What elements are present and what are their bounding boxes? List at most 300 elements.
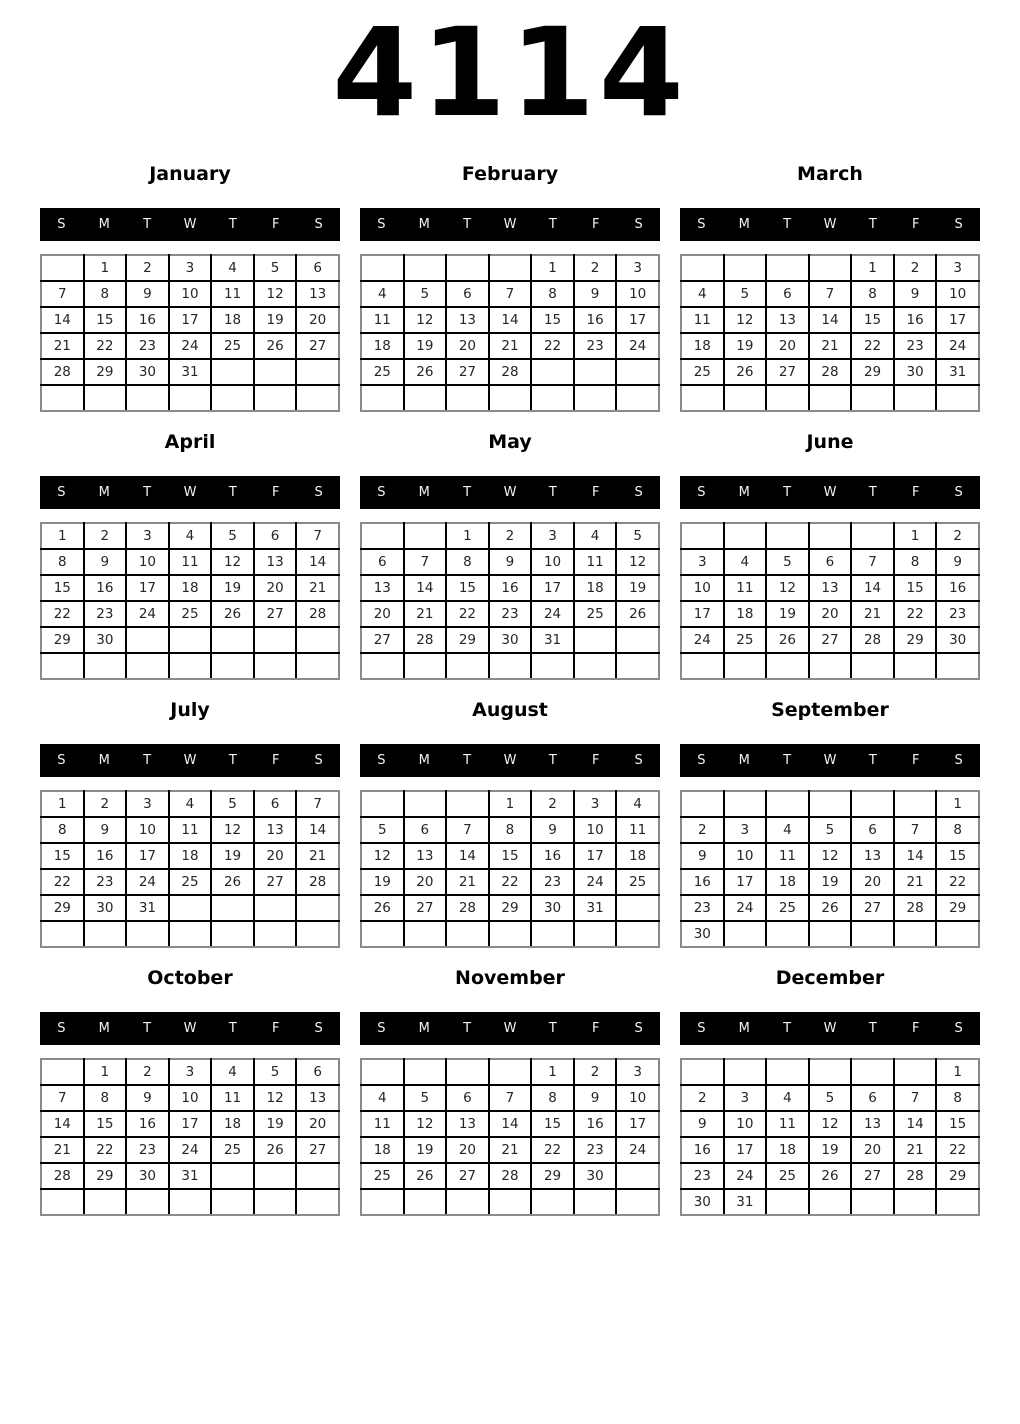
day-cell: 13 xyxy=(851,843,894,869)
day-cell: 6 xyxy=(254,791,297,817)
day-cell xyxy=(616,385,659,411)
weekday-label: T xyxy=(868,753,877,768)
month-day-grid xyxy=(40,1058,340,1216)
week-row xyxy=(361,921,659,947)
day-cell: 1 xyxy=(41,791,84,817)
week-row xyxy=(41,601,339,627)
week-row xyxy=(681,1189,979,1215)
day-cell xyxy=(404,791,447,817)
month-july xyxy=(40,696,340,948)
week-row xyxy=(41,359,339,385)
week-row xyxy=(41,1189,339,1215)
day-cell xyxy=(41,1059,84,1085)
week-row xyxy=(361,843,659,869)
day-cell: 12 xyxy=(404,307,447,333)
day-cell: 16 xyxy=(681,1137,724,1163)
day-cell xyxy=(361,653,404,679)
day-cell xyxy=(766,791,809,817)
day-cell: 2 xyxy=(574,1059,617,1085)
weekday-label: T xyxy=(548,1021,557,1036)
day-cell: 7 xyxy=(851,549,894,575)
day-cell: 15 xyxy=(446,575,489,601)
day-cell xyxy=(809,1189,852,1215)
day-cell xyxy=(361,523,404,549)
day-cell: 17 xyxy=(126,843,169,869)
day-cell: 23 xyxy=(574,1137,617,1163)
day-cell: 2 xyxy=(126,1059,169,1085)
day-cell: 11 xyxy=(361,1111,404,1137)
week-row xyxy=(361,1085,659,1111)
day-cell xyxy=(809,385,852,411)
day-cell xyxy=(361,921,404,947)
weekday-label: T xyxy=(463,485,472,500)
day-cell xyxy=(211,895,254,921)
day-cell: 24 xyxy=(126,601,169,627)
day-cell: 19 xyxy=(254,1111,297,1137)
day-cell xyxy=(894,653,937,679)
day-cell xyxy=(766,523,809,549)
weekday-label: W xyxy=(503,485,517,500)
weekday-label: F xyxy=(911,485,920,500)
day-cell: 7 xyxy=(809,281,852,307)
day-cell xyxy=(126,653,169,679)
day-cell: 8 xyxy=(41,549,84,575)
day-cell: 17 xyxy=(616,307,659,333)
day-cell: 4 xyxy=(574,523,617,549)
day-cell: 17 xyxy=(574,843,617,869)
day-cell xyxy=(489,653,532,679)
weekday-header-row xyxy=(360,208,660,241)
day-cell xyxy=(616,895,659,921)
day-cell: 17 xyxy=(126,575,169,601)
day-cell: 16 xyxy=(574,307,617,333)
day-cell xyxy=(404,255,447,281)
day-cell: 8 xyxy=(489,817,532,843)
day-cell: 11 xyxy=(361,307,404,333)
day-cell: 9 xyxy=(489,549,532,575)
day-cell: 26 xyxy=(254,1137,297,1163)
day-cell: 21 xyxy=(894,869,937,895)
day-cell: 19 xyxy=(211,843,254,869)
day-cell: 31 xyxy=(531,627,574,653)
day-cell: 3 xyxy=(616,255,659,281)
week-row xyxy=(41,921,339,947)
month-day-grid xyxy=(40,790,340,948)
day-cell: 30 xyxy=(84,627,127,653)
day-cell xyxy=(531,385,574,411)
month-day-grid-body xyxy=(681,1059,979,1215)
day-cell: 10 xyxy=(681,575,724,601)
day-cell: 10 xyxy=(616,1085,659,1111)
day-cell: 2 xyxy=(894,255,937,281)
day-cell xyxy=(169,895,212,921)
day-cell: 24 xyxy=(724,895,767,921)
day-cell: 28 xyxy=(404,627,447,653)
week-row xyxy=(361,359,659,385)
weekday-label: F xyxy=(271,1021,280,1036)
day-cell xyxy=(211,1189,254,1215)
day-cell: 28 xyxy=(851,627,894,653)
week-row xyxy=(41,843,339,869)
day-cell: 27 xyxy=(446,359,489,385)
month-day-grid xyxy=(680,790,980,948)
day-cell: 4 xyxy=(766,1085,809,1111)
day-cell: 28 xyxy=(446,895,489,921)
weekday-label: T xyxy=(228,217,237,232)
day-cell: 19 xyxy=(766,601,809,627)
day-cell: 4 xyxy=(211,1059,254,1085)
day-cell xyxy=(404,1059,447,1085)
week-row xyxy=(681,333,979,359)
day-cell: 31 xyxy=(574,895,617,921)
weekday-label: F xyxy=(591,1021,600,1036)
day-cell: 15 xyxy=(894,575,937,601)
day-cell: 4 xyxy=(169,523,212,549)
day-cell xyxy=(169,921,212,947)
day-cell xyxy=(681,791,724,817)
day-cell: 1 xyxy=(41,523,84,549)
day-cell: 27 xyxy=(404,895,447,921)
week-row xyxy=(681,385,979,411)
day-cell: 30 xyxy=(681,1189,724,1215)
day-cell xyxy=(489,255,532,281)
day-cell: 8 xyxy=(936,817,979,843)
day-cell: 2 xyxy=(489,523,532,549)
day-cell: 14 xyxy=(296,549,339,575)
month-day-grid-body xyxy=(361,791,659,947)
day-cell: 2 xyxy=(84,791,127,817)
day-cell: 15 xyxy=(531,307,574,333)
day-cell: 12 xyxy=(254,281,297,307)
day-cell: 30 xyxy=(84,895,127,921)
day-cell: 21 xyxy=(41,1137,84,1163)
weekday-header-row xyxy=(40,476,340,509)
day-cell xyxy=(254,1189,297,1215)
day-cell: 3 xyxy=(724,1085,767,1111)
day-cell: 28 xyxy=(809,359,852,385)
day-cell xyxy=(936,1189,979,1215)
day-cell: 22 xyxy=(531,333,574,359)
day-cell: 11 xyxy=(211,1085,254,1111)
month-day-grid xyxy=(360,790,660,948)
day-cell: 14 xyxy=(489,1111,532,1137)
weekday-header-row xyxy=(680,208,980,241)
day-cell: 30 xyxy=(574,1163,617,1189)
day-cell xyxy=(851,791,894,817)
month-day-grid xyxy=(680,254,980,412)
day-cell xyxy=(211,627,254,653)
day-cell: 16 xyxy=(574,1111,617,1137)
day-cell xyxy=(574,385,617,411)
day-cell: 26 xyxy=(404,359,447,385)
day-cell: 28 xyxy=(296,869,339,895)
day-cell: 29 xyxy=(531,1163,574,1189)
week-row xyxy=(361,1059,659,1085)
day-cell xyxy=(296,359,339,385)
weekday-label: F xyxy=(271,753,280,768)
month-october xyxy=(40,964,340,1216)
day-cell: 15 xyxy=(41,575,84,601)
weekday-label: T xyxy=(143,217,152,232)
day-cell: 12 xyxy=(766,575,809,601)
day-cell xyxy=(531,921,574,947)
month-january xyxy=(40,160,340,412)
day-cell xyxy=(361,1059,404,1085)
day-cell xyxy=(211,921,254,947)
day-cell: 5 xyxy=(766,549,809,575)
weekday-header-row xyxy=(680,1012,980,1045)
week-row xyxy=(361,1189,659,1215)
day-cell: 26 xyxy=(766,627,809,653)
day-cell: 24 xyxy=(531,601,574,627)
day-cell xyxy=(936,385,979,411)
day-cell: 17 xyxy=(681,601,724,627)
week-row xyxy=(361,791,659,817)
week-row xyxy=(41,1085,339,1111)
day-cell xyxy=(211,653,254,679)
day-cell: 11 xyxy=(169,817,212,843)
day-cell xyxy=(489,1189,532,1215)
day-cell: 25 xyxy=(169,601,212,627)
day-cell: 9 xyxy=(84,549,127,575)
day-cell: 8 xyxy=(84,281,127,307)
day-cell xyxy=(361,385,404,411)
weekday-label: S xyxy=(634,753,643,768)
week-row xyxy=(361,307,659,333)
day-cell xyxy=(851,385,894,411)
day-cell xyxy=(169,1189,212,1215)
day-cell: 20 xyxy=(296,1111,339,1137)
week-row xyxy=(41,895,339,921)
day-cell: 26 xyxy=(211,869,254,895)
day-cell xyxy=(84,1189,127,1215)
day-cell: 3 xyxy=(126,523,169,549)
month-april xyxy=(40,428,340,680)
weekday-label: S xyxy=(697,753,706,768)
day-cell: 3 xyxy=(531,523,574,549)
day-cell xyxy=(41,255,84,281)
day-cell xyxy=(531,653,574,679)
day-cell: 7 xyxy=(296,791,339,817)
day-cell: 1 xyxy=(446,523,489,549)
day-cell xyxy=(84,385,127,411)
day-cell xyxy=(936,921,979,947)
day-cell: 13 xyxy=(254,549,297,575)
week-row xyxy=(41,333,339,359)
day-cell: 16 xyxy=(84,575,127,601)
day-cell: 5 xyxy=(211,523,254,549)
day-cell: 26 xyxy=(211,601,254,627)
month-title: November xyxy=(455,967,565,989)
day-cell xyxy=(446,1059,489,1085)
day-cell: 4 xyxy=(681,281,724,307)
day-cell: 12 xyxy=(211,549,254,575)
day-cell: 3 xyxy=(936,255,979,281)
day-cell: 14 xyxy=(894,843,937,869)
day-cell: 8 xyxy=(41,817,84,843)
day-cell xyxy=(296,1189,339,1215)
day-cell: 25 xyxy=(766,895,809,921)
day-cell: 18 xyxy=(169,843,212,869)
weekday-label: M xyxy=(98,485,110,500)
day-cell: 1 xyxy=(936,791,979,817)
day-cell xyxy=(809,791,852,817)
day-cell: 1 xyxy=(531,1059,574,1085)
day-cell: 21 xyxy=(404,601,447,627)
day-cell xyxy=(254,385,297,411)
weekday-label: W xyxy=(503,753,517,768)
weekday-label: S xyxy=(954,753,963,768)
weekday-label: M xyxy=(738,1021,750,1036)
day-cell xyxy=(126,1189,169,1215)
day-cell: 20 xyxy=(851,869,894,895)
day-cell: 3 xyxy=(681,549,724,575)
week-row xyxy=(681,627,979,653)
day-cell: 31 xyxy=(126,895,169,921)
day-cell: 15 xyxy=(531,1111,574,1137)
weekday-label: T xyxy=(783,217,792,232)
week-row xyxy=(361,523,659,549)
day-cell: 16 xyxy=(936,575,979,601)
day-cell: 24 xyxy=(169,333,212,359)
month-day-grid xyxy=(360,1058,660,1216)
weekday-label: M xyxy=(98,217,110,232)
weekday-label: S xyxy=(377,1021,386,1036)
day-cell: 18 xyxy=(361,1137,404,1163)
day-cell: 12 xyxy=(404,1111,447,1137)
day-cell: 24 xyxy=(169,1137,212,1163)
day-cell: 8 xyxy=(84,1085,127,1111)
day-cell: 20 xyxy=(361,601,404,627)
day-cell: 13 xyxy=(446,307,489,333)
day-cell: 9 xyxy=(894,281,937,307)
day-cell xyxy=(724,921,767,947)
day-cell: 11 xyxy=(616,817,659,843)
day-cell: 8 xyxy=(936,1085,979,1111)
day-cell xyxy=(809,921,852,947)
weekday-label: M xyxy=(738,753,750,768)
day-cell: 26 xyxy=(616,601,659,627)
day-cell: 20 xyxy=(766,333,809,359)
day-cell: 21 xyxy=(296,575,339,601)
week-row xyxy=(361,869,659,895)
day-cell: 14 xyxy=(296,817,339,843)
day-cell: 30 xyxy=(126,1163,169,1189)
weekday-label: M xyxy=(418,485,430,500)
week-row xyxy=(681,817,979,843)
day-cell: 10 xyxy=(574,817,617,843)
day-cell: 25 xyxy=(211,333,254,359)
day-cell: 4 xyxy=(724,549,767,575)
day-cell: 7 xyxy=(894,1085,937,1111)
day-cell: 11 xyxy=(766,1111,809,1137)
day-cell: 28 xyxy=(489,359,532,385)
day-cell: 11 xyxy=(766,843,809,869)
weekday-header-row xyxy=(360,476,660,509)
week-row xyxy=(361,653,659,679)
day-cell: 24 xyxy=(681,627,724,653)
day-cell: 5 xyxy=(254,255,297,281)
day-cell: 27 xyxy=(361,627,404,653)
weekday-header-row xyxy=(40,208,340,241)
day-cell xyxy=(446,653,489,679)
day-cell: 14 xyxy=(41,1111,84,1137)
day-cell: 17 xyxy=(169,307,212,333)
day-cell: 30 xyxy=(681,921,724,947)
day-cell: 18 xyxy=(724,601,767,627)
day-cell xyxy=(574,359,617,385)
day-cell: 16 xyxy=(681,869,724,895)
day-cell: 9 xyxy=(126,1085,169,1111)
day-cell: 6 xyxy=(446,1085,489,1111)
month-day-grid-body xyxy=(681,523,979,679)
month-day-grid xyxy=(360,254,660,412)
day-cell xyxy=(254,895,297,921)
day-cell: 21 xyxy=(489,1137,532,1163)
weekday-label: W xyxy=(183,485,197,500)
day-cell: 15 xyxy=(851,307,894,333)
month-title: July xyxy=(170,699,210,721)
day-cell: 6 xyxy=(809,549,852,575)
day-cell xyxy=(724,653,767,679)
month-february xyxy=(360,160,660,412)
weekday-label: S xyxy=(377,217,386,232)
day-cell: 2 xyxy=(574,255,617,281)
day-cell: 23 xyxy=(681,895,724,921)
week-row xyxy=(41,255,339,281)
day-cell: 19 xyxy=(404,1137,447,1163)
day-cell xyxy=(936,653,979,679)
day-cell: 1 xyxy=(489,791,532,817)
day-cell: 7 xyxy=(489,1085,532,1111)
day-cell: 26 xyxy=(254,333,297,359)
day-cell: 28 xyxy=(489,1163,532,1189)
day-cell xyxy=(681,385,724,411)
week-row xyxy=(681,1059,979,1085)
month-day-grid-body xyxy=(41,523,339,679)
weekday-label: W xyxy=(503,217,517,232)
month-september xyxy=(680,696,980,948)
day-cell: 7 xyxy=(41,1085,84,1111)
day-cell: 24 xyxy=(574,869,617,895)
day-cell: 15 xyxy=(41,843,84,869)
day-cell: 12 xyxy=(616,549,659,575)
day-cell: 6 xyxy=(851,1085,894,1111)
day-cell: 25 xyxy=(616,869,659,895)
weekday-label: T xyxy=(783,753,792,768)
day-cell: 5 xyxy=(724,281,767,307)
day-cell: 25 xyxy=(574,601,617,627)
weekday-label: T xyxy=(463,1021,472,1036)
day-cell: 20 xyxy=(446,1137,489,1163)
weekday-label: W xyxy=(823,217,837,232)
day-cell: 25 xyxy=(681,359,724,385)
day-cell: 16 xyxy=(84,843,127,869)
week-row xyxy=(681,281,979,307)
day-cell xyxy=(851,1059,894,1085)
weekday-label: S xyxy=(314,1021,323,1036)
day-cell: 11 xyxy=(211,281,254,307)
day-cell: 22 xyxy=(489,869,532,895)
weekday-label: S xyxy=(697,485,706,500)
day-cell xyxy=(766,1059,809,1085)
week-row xyxy=(361,255,659,281)
day-cell: 30 xyxy=(126,359,169,385)
weekday-label: S xyxy=(57,753,66,768)
day-cell: 29 xyxy=(41,627,84,653)
day-cell xyxy=(766,385,809,411)
day-cell: 22 xyxy=(894,601,937,627)
